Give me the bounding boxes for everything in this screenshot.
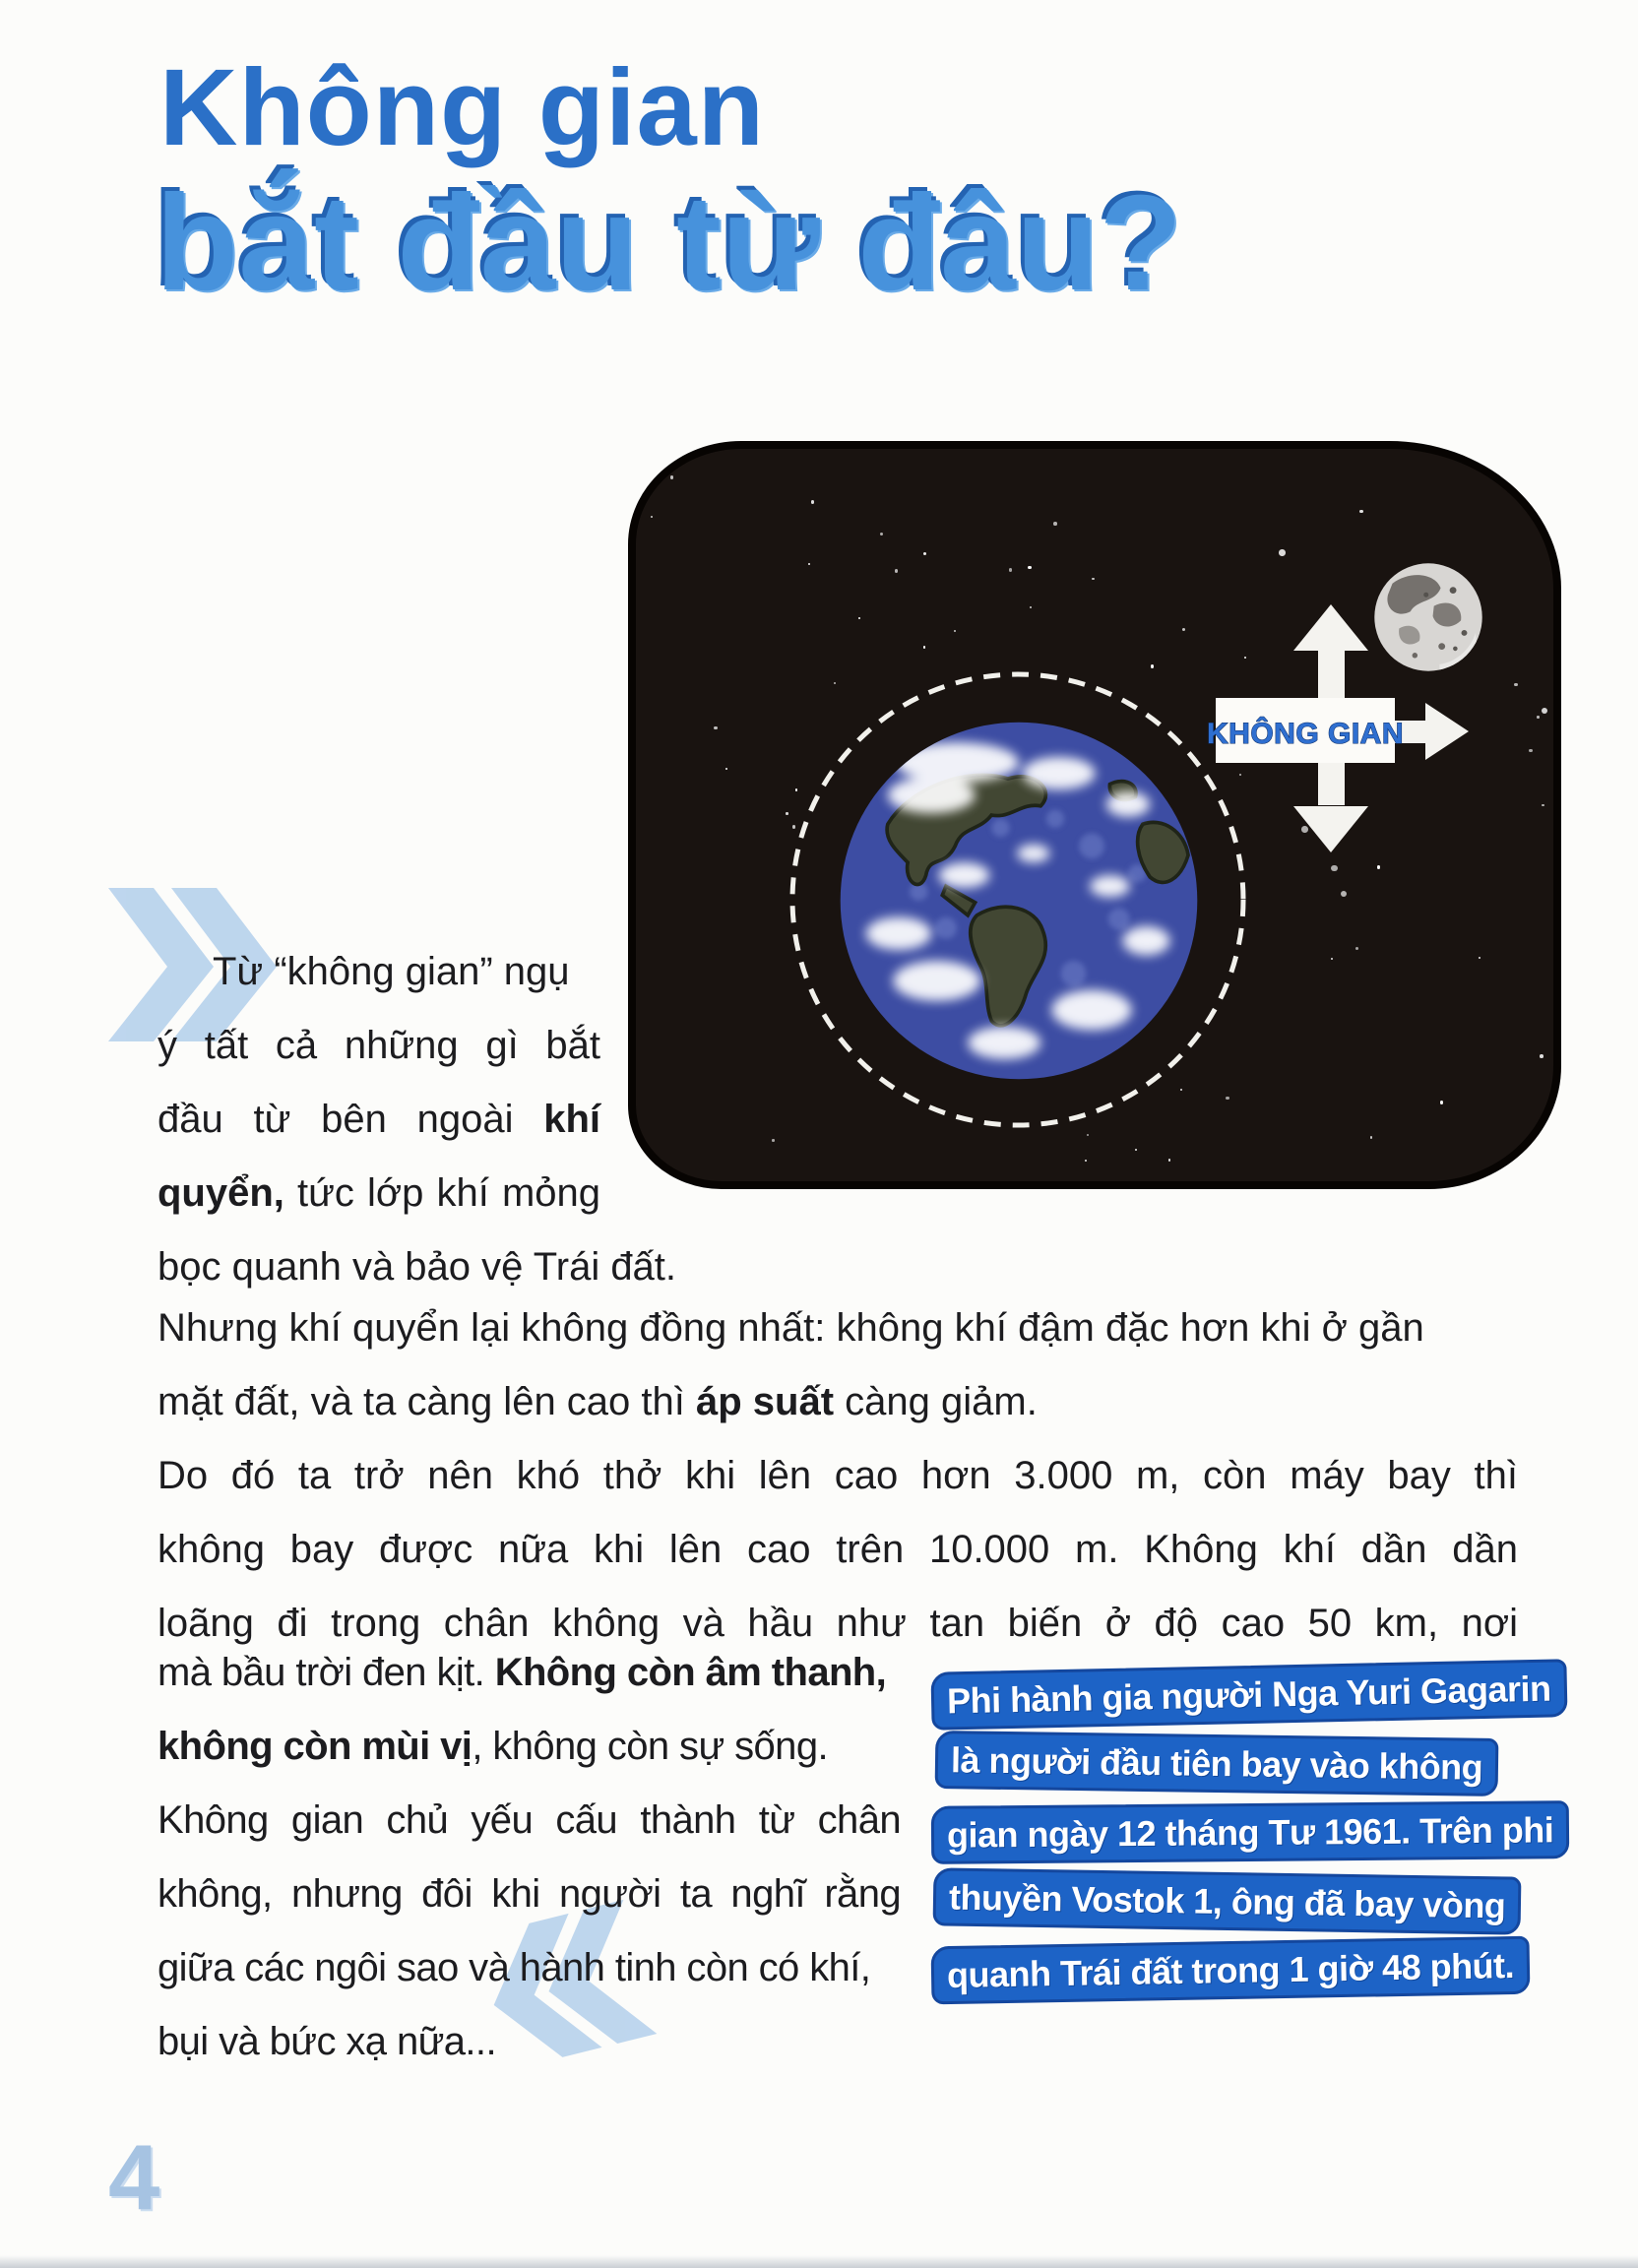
star — [1542, 708, 1548, 715]
text-line: Do đó ta trở nên khó thở khi lên cao hơn 3.000 m, còn máy bay thì — [158, 1454, 1518, 1497]
star — [1341, 891, 1348, 898]
star — [954, 630, 956, 632]
text-line: bọc quanh và bảo vệ Trái đất. — [158, 1245, 677, 1289]
star — [1359, 510, 1363, 514]
star — [1542, 804, 1544, 806]
text-line: bụi và bức xạ nữa... — [158, 2020, 496, 2063]
fact-box-line: quanh Trái đất trong 1 giờ 48 phút. — [931, 1936, 1531, 2005]
star — [923, 552, 927, 556]
star — [1135, 1149, 1137, 1151]
star — [725, 768, 727, 770]
star — [1028, 566, 1032, 570]
text-line: Từ “không gian” ngụ — [213, 950, 570, 993]
star — [1331, 958, 1333, 960]
star — [1479, 957, 1480, 959]
star — [1085, 1160, 1087, 1162]
fact-box-line: gian ngày 12 tháng Tư 1961. Trên phi — [931, 1800, 1570, 1864]
paragraph-atmosphere — [158, 1292, 1516, 1439]
text-line: mà bầu trời đen kịt. Không còn âm thanh, — [158, 1651, 887, 1694]
text-line: không bay được nữa khi lên cao trên 10.000 m. Không khí dần dần — [158, 1528, 1518, 1571]
fact-box-row — [931, 1666, 1581, 1734]
text-line: không còn mùi vị, không còn sự sống. — [158, 1725, 828, 1768]
text-line: mặt đất, và ta càng lên cao thì áp suất càng giảm. — [158, 1380, 1038, 1423]
star — [714, 726, 718, 730]
star — [808, 563, 810, 565]
text-line: quyển, tức lớp khí mỏng — [158, 1171, 600, 1215]
star — [923, 646, 925, 648]
star — [1168, 1159, 1170, 1161]
arrow-up-icon — [1293, 604, 1368, 651]
star — [670, 475, 674, 479]
star — [895, 569, 899, 573]
star — [880, 533, 884, 536]
fact-box-row — [931, 1734, 1581, 1803]
star — [858, 617, 860, 619]
arrow-right-icon — [1425, 703, 1469, 760]
fact-box-gagarin — [931, 1666, 1581, 2010]
star — [1440, 1101, 1444, 1104]
star — [811, 500, 815, 504]
page-title-line1: Không gian — [159, 47, 765, 168]
text-line: Nhưng khí quyển lại không đồng nhất: không khí đậm đặc hơn khi ở gần — [158, 1306, 1424, 1350]
paragraph-vacuum — [158, 1636, 901, 2079]
text-line: giữa các ngôi sao và hành tinh còn có khí, — [158, 1946, 871, 1989]
star — [1087, 1134, 1089, 1136]
arrow-down-icon — [1293, 806, 1368, 852]
star — [1355, 947, 1359, 951]
page-title-line2: bắt đầu từ đâu? — [156, 167, 1182, 319]
star — [1540, 1054, 1544, 1058]
star — [1009, 568, 1013, 572]
text-line: loãng đi trong chân không và hầu như tan biến ở độ cao 50 km, nơi — [158, 1602, 1518, 1645]
star — [1529, 749, 1533, 753]
fact-box-row — [931, 1941, 1581, 2010]
paragraph-intro — [158, 935, 677, 1304]
star — [651, 516, 653, 518]
fact-box-line: thuyền Vostok 1, ông đã bay vòng — [933, 1867, 1522, 1935]
earth-icon — [837, 719, 1201, 1083]
star — [1092, 578, 1094, 580]
star — [772, 1139, 774, 1141]
paragraph-altitude — [158, 1439, 1518, 1661]
star — [1030, 606, 1032, 608]
star — [1537, 716, 1539, 718]
text-line: không, nhưng đôi khi người ta nghĩ rằng — [158, 1872, 901, 1916]
page-number: 4 — [108, 2125, 160, 2229]
fact-box-row — [931, 1872, 1581, 1941]
fact-box-line: là người đầu tiên bay vào không — [935, 1731, 1499, 1796]
fact-box-row — [931, 1803, 1581, 1872]
text-line: Không gian chủ yếu cấu thành từ chân — [158, 1798, 901, 1842]
star — [1370, 1136, 1372, 1138]
star — [1279, 549, 1286, 556]
space-direction-arrows — [1183, 557, 1482, 886]
fact-box-line: Phi hành gia người Nga Yuri Gagarin — [930, 1659, 1567, 1731]
space-label: KHÔNG GIAN — [1207, 718, 1404, 750]
star — [1514, 683, 1518, 687]
star — [1053, 522, 1057, 526]
space-illustration — [628, 441, 1561, 1189]
text-line: ý tất cả những gì bắt — [158, 1024, 600, 1067]
text-line: đầu từ bên ngoài khí — [158, 1098, 600, 1141]
